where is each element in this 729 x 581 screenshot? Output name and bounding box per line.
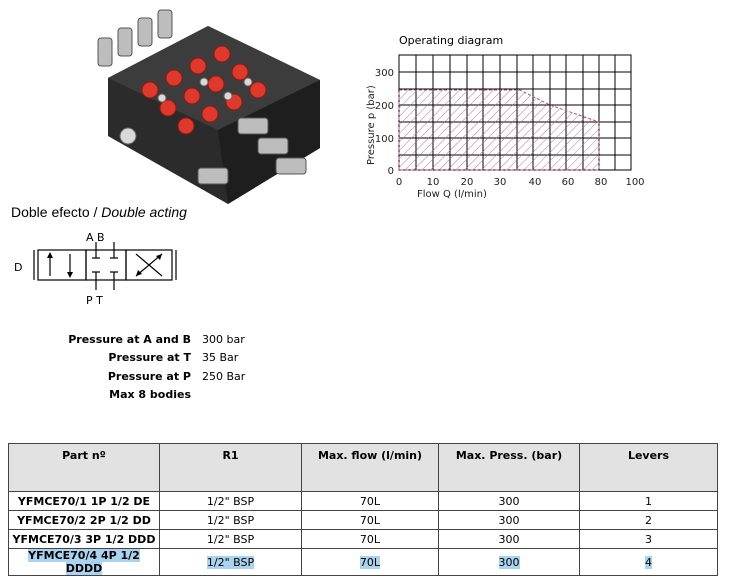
spec-value: 300 bar [202, 333, 245, 346]
spec-row [0, 351, 729, 365]
cell-flow: 70L [302, 492, 439, 511]
heading-sep: / [89, 204, 102, 220]
col-header-levers: Levers [580, 444, 718, 492]
valve-type-heading [11, 204, 187, 220]
table-row [9, 511, 718, 530]
cell-text: 300 [498, 555, 520, 569]
cell-press: 300 [439, 492, 580, 511]
col-header-part: Part nº [9, 444, 160, 492]
operating-region [399, 90, 599, 170]
spec-label: Pressure at P [107, 370, 191, 383]
spec-value: 35 Bar [202, 351, 239, 364]
symbol-label: D [14, 261, 23, 274]
x-tick: 30 [493, 177, 507, 188]
parts-table [8, 443, 718, 576]
x-tick: 60 [561, 177, 575, 188]
spec-label: Pressure at A and B [68, 333, 191, 346]
table-row [9, 492, 718, 511]
cell-levers[interactable] [580, 549, 718, 576]
diagram-title: Operating diagram [399, 34, 504, 47]
col-header-r1: R1 [160, 444, 302, 492]
cell-text: 70L [359, 555, 381, 569]
cell-r1[interactable] [160, 549, 302, 576]
y-tick: 300 [374, 68, 394, 79]
cell-r1: 1/2" BSP [160, 530, 302, 549]
x-tick: 20 [460, 177, 474, 188]
y-tick: 100 [374, 134, 394, 145]
cell-flow: 70L [302, 511, 439, 530]
cell-part: YFMCE70/1 1P 1/2 DE [9, 492, 160, 511]
cell-flow[interactable] [302, 549, 439, 576]
cell-flow: 70L [302, 530, 439, 549]
heading-es: Doble efecto [11, 204, 90, 220]
bottom-ports-label: P T [86, 294, 103, 307]
spec-label: Max 8 bodies [109, 388, 191, 401]
cell-press: 300 [439, 511, 580, 530]
cell-levers: 2 [580, 511, 718, 530]
cell-levers: 3 [580, 530, 718, 549]
x-tick: 80 [594, 177, 608, 188]
valve-block-photo [88, 8, 330, 206]
spec-value: 250 Bar [202, 370, 246, 383]
spec-label: Pressure at T [108, 351, 191, 364]
cell-text: 4 [645, 555, 652, 569]
cell-part: YFMCE70/2 2P 1/2 DD [9, 511, 160, 530]
spec-row [0, 370, 729, 384]
spec-row [0, 388, 729, 402]
heading-en: Double acting [101, 204, 187, 220]
x-tick: 40 [528, 177, 542, 188]
x-tick: 100 [625, 177, 645, 188]
hydraulic-symbol [8, 230, 188, 310]
y-axis-label: Pressure p (bar) [366, 85, 377, 165]
cell-part: YFMCE70/3 3P 1/2 DDD [9, 530, 160, 549]
cell-text: 1/2" BSP [206, 555, 255, 569]
cell-press[interactable] [439, 549, 580, 576]
spec-row [0, 333, 729, 347]
cell-part[interactable] [9, 549, 160, 576]
cell-press: 300 [439, 530, 580, 549]
y-tick: 200 [374, 101, 394, 112]
cell-r1: 1/2" BSP [160, 511, 302, 530]
top-ports-label: A B [86, 231, 105, 244]
x-tick: 0 [395, 177, 403, 188]
operating-diagram [360, 45, 660, 205]
x-tick: 10 [426, 177, 440, 188]
col-header-max-flow: Max. flow (l/min) [302, 444, 439, 492]
cell-text: YFMCE70/4 4P 1/2 DDDD [28, 549, 140, 575]
table-row-selected[interactable] [9, 549, 718, 576]
cell-r1: 1/2" BSP [160, 492, 302, 511]
table-row [9, 530, 718, 549]
y-tick: 0 [387, 166, 394, 177]
cell-levers: 1 [580, 492, 718, 511]
x-axis-label: Flow Q (l/min) [417, 189, 487, 200]
col-header-max-press: Max. Press. (bar) [439, 444, 580, 492]
